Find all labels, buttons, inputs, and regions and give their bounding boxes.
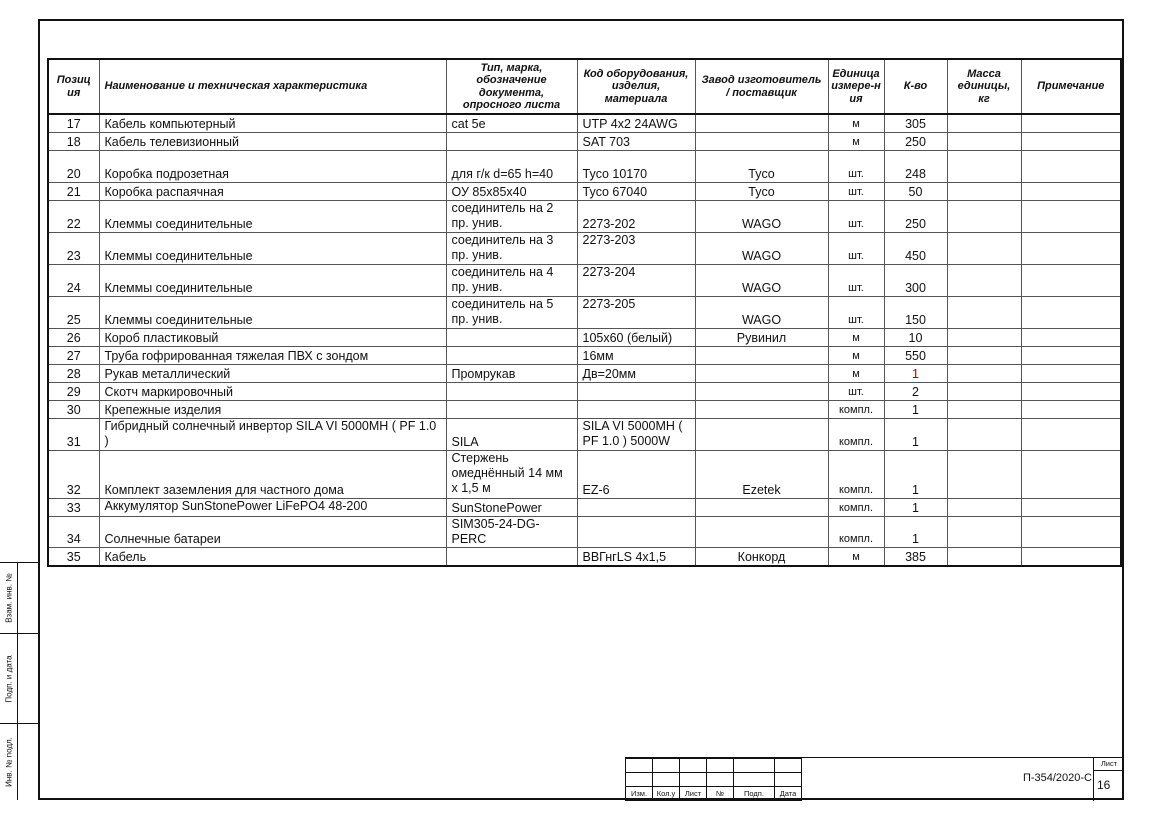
cell-type: SILA: [446, 419, 577, 451]
cell-note: [1021, 133, 1121, 151]
cell-pos: 24: [48, 265, 99, 297]
cell-unit: шт.: [828, 201, 884, 233]
cell-pos: 33: [48, 499, 99, 517]
cell-type: SIM305-24-DG-PERC: [446, 517, 577, 548]
cell-code: 2273-204: [577, 265, 695, 297]
cell-maker: WAGO: [695, 233, 828, 265]
cell-qty: 1: [884, 419, 947, 451]
cell-type: ОУ 85х85х40: [446, 183, 577, 201]
table-row: [48, 265, 1121, 297]
cell-unit: компл.: [828, 401, 884, 419]
cell-code: [577, 517, 695, 548]
cell-qty: 50: [884, 183, 947, 201]
cell-pos: 22: [48, 201, 99, 233]
cell-note: [1021, 383, 1121, 401]
cell-name: Клеммы соединительные: [99, 201, 446, 233]
cell-code: Tyco 67040: [577, 183, 695, 201]
cell-mass: [947, 151, 1021, 183]
cell-maker: [695, 401, 828, 419]
cell-mass: [947, 347, 1021, 365]
cell-maker: Tyco: [695, 183, 828, 201]
cell-note: [1021, 419, 1121, 451]
cell-qty: 450: [884, 233, 947, 265]
table-row: [48, 548, 1121, 567]
cell-qty: 1: [884, 451, 947, 499]
table-row: [48, 133, 1121, 151]
cell-name: Аккумулятор SunStonePower LiFePO4 48-200: [99, 499, 446, 517]
cell-mass: [947, 265, 1021, 297]
cell-qty: 10: [884, 329, 947, 347]
col-header-code: Код оборудования, изделия, материала: [577, 59, 695, 114]
cell-unit: компл.: [828, 451, 884, 499]
title-block: [625, 757, 1124, 801]
cell-pos: 30: [48, 401, 99, 419]
cell-note: [1021, 329, 1121, 347]
cell-type: соединитель на 4 пр. унив.: [446, 265, 577, 297]
cell-mass: [947, 133, 1021, 151]
cell-mass: [947, 114, 1021, 133]
cell-qty: 1: [884, 365, 947, 383]
cell-mass: [947, 201, 1021, 233]
cell-mass: [947, 499, 1021, 517]
table-row: [48, 151, 1121, 183]
cell-mass: [947, 183, 1021, 201]
cell-code: SILA VI 5000MH ( PF 1.0 ) 5000W: [577, 419, 695, 451]
table-row: [48, 517, 1121, 548]
cell-pos: 17: [48, 114, 99, 133]
cell-code: [577, 499, 695, 517]
cell-note: [1021, 151, 1121, 183]
col-header-unit: Единица измере-ния: [828, 59, 884, 114]
sheet-box: [1093, 758, 1124, 801]
cell-note: [1021, 183, 1121, 201]
cell-mass: [947, 401, 1021, 419]
cell-type: [446, 347, 577, 365]
table-row: [48, 233, 1121, 265]
cell-maker: WAGO: [695, 201, 828, 233]
cell-qty: 1: [884, 517, 947, 548]
document-code: П-354/2020-С: [1022, 772, 1092, 784]
stamp-inv-swap: [0, 562, 38, 633]
cell-type: [446, 133, 577, 151]
cell-maker: Конкорд: [695, 548, 828, 567]
cell-unit: шт.: [828, 183, 884, 201]
cell-unit: м: [828, 133, 884, 151]
cell-unit: компл.: [828, 419, 884, 451]
cell-mass: [947, 383, 1021, 401]
cell-name: Короб пластиковый: [99, 329, 446, 347]
cell-code: SAT 703: [577, 133, 695, 151]
cell-mass: [947, 233, 1021, 265]
cell-type: [446, 383, 577, 401]
cell-code: Tyco 10170: [577, 151, 695, 183]
cell-code: EZ-6: [577, 451, 695, 499]
table-row: [48, 419, 1121, 451]
table-row: [48, 183, 1121, 201]
cell-unit: шт.: [828, 383, 884, 401]
title-col-num: №: [707, 787, 734, 801]
cell-code: [577, 383, 695, 401]
table-row: [48, 499, 1121, 517]
cell-mass: [947, 419, 1021, 451]
col-header-note: Примечание: [1021, 59, 1121, 114]
cell-pos: 28: [48, 365, 99, 383]
cell-type: [446, 401, 577, 419]
cell-type: [446, 329, 577, 347]
cell-note: [1021, 548, 1121, 567]
title-col-date: Дата: [775, 787, 802, 801]
stamp-sign-date-label: Подп. и дата: [4, 654, 13, 703]
col-header-qty: К-во: [884, 59, 947, 114]
cell-maker: Рувинил: [695, 329, 828, 347]
cell-name: Гибридный солнечный инвертор SILA VI 5000MH ( PF 1.0 ): [99, 419, 446, 451]
sheet-number: 16: [1097, 778, 1111, 792]
cell-mass: [947, 297, 1021, 329]
cell-type: SunStonePower: [446, 499, 577, 517]
cell-qty: 1: [884, 401, 947, 419]
cell-qty: 385: [884, 548, 947, 567]
title-col-kolu: Кол.у: [653, 787, 680, 801]
cell-name: Комплект заземления для частного дома: [99, 451, 446, 499]
cell-type: Промрукав: [446, 365, 577, 383]
cell-type: Стержень омеднённый 14 мм х 1,5 м: [446, 451, 577, 499]
cell-unit: компл.: [828, 499, 884, 517]
table-header: [48, 59, 1121, 114]
table-row: [48, 451, 1121, 499]
cell-code: [577, 401, 695, 419]
cell-note: [1021, 365, 1121, 383]
cell-code: Дв=20мм: [577, 365, 695, 383]
cell-type: соединитель на 2 пр. унив.: [446, 201, 577, 233]
specification-table: [47, 58, 1122, 567]
cell-type: cat 5e: [446, 114, 577, 133]
cell-unit: шт.: [828, 233, 884, 265]
cell-code: 105х60 (белый): [577, 329, 695, 347]
cell-note: [1021, 114, 1121, 133]
cell-unit: шт.: [828, 297, 884, 329]
table-row: [48, 201, 1121, 233]
table-row: [48, 383, 1121, 401]
cell-pos: 35: [48, 548, 99, 567]
cell-maker: [695, 133, 828, 151]
cell-maker: Tyco: [695, 151, 828, 183]
cell-note: [1021, 499, 1121, 517]
cell-maker: [695, 347, 828, 365]
cell-mass: [947, 517, 1021, 548]
cell-maker: [695, 365, 828, 383]
cell-name: Кабель компьютерный: [99, 114, 446, 133]
sheet-label: Лист: [1094, 758, 1124, 771]
cell-maker: [695, 114, 828, 133]
cell-code: ВВГнгLS 4х1,5: [577, 548, 695, 567]
cell-type: для г/к d=65 h=40: [446, 151, 577, 183]
cell-note: [1021, 517, 1121, 548]
cell-pos: 25: [48, 297, 99, 329]
cell-maker: WAGO: [695, 297, 828, 329]
cell-name: Коробка распаячная: [99, 183, 446, 201]
cell-unit: м: [828, 114, 884, 133]
cell-qty: 550: [884, 347, 947, 365]
cell-note: [1021, 233, 1121, 265]
cell-maker: WAGO: [695, 265, 828, 297]
cell-code: 2273-202: [577, 201, 695, 233]
cell-pos: 26: [48, 329, 99, 347]
cell-qty: 2: [884, 383, 947, 401]
cell-maker: [695, 383, 828, 401]
col-header-pos: Позиция: [48, 59, 99, 114]
cell-pos: 27: [48, 347, 99, 365]
cell-note: [1021, 297, 1121, 329]
cell-name: Коробка подрозетная: [99, 151, 446, 183]
cell-type: соединитель на 5 пр. унив.: [446, 297, 577, 329]
cell-unit: м: [828, 329, 884, 347]
stamp-sign-date: [0, 633, 38, 723]
col-header-mass: Масса единицы, кг: [947, 59, 1021, 114]
cell-maker: [695, 499, 828, 517]
cell-mass: [947, 329, 1021, 347]
cell-mass: [947, 365, 1021, 383]
cell-pos: 23: [48, 233, 99, 265]
cell-name: Рукав металлический: [99, 365, 446, 383]
cell-qty: 250: [884, 133, 947, 151]
cell-unit: компл.: [828, 517, 884, 548]
cell-pos: 34: [48, 517, 99, 548]
cell-maker: [695, 517, 828, 548]
col-header-maker: Завод изготовитель / поставщик: [695, 59, 828, 114]
cell-pos: 32: [48, 451, 99, 499]
cell-unit: шт.: [828, 265, 884, 297]
cell-note: [1021, 201, 1121, 233]
cell-pos: 29: [48, 383, 99, 401]
cell-note: [1021, 347, 1121, 365]
cell-type: [446, 548, 577, 567]
cell-qty: 250: [884, 201, 947, 233]
col-header-name: Наименование и техническая характеристика: [99, 59, 446, 114]
cell-name: Труба гофрированная тяжелая ПВХ с зондом: [99, 347, 446, 365]
cell-name: Кабель: [99, 548, 446, 567]
cell-maker: Ezetek: [695, 451, 828, 499]
cell-name: Кабель телевизионный: [99, 133, 446, 151]
cell-type: соединитель на 3 пр. унив.: [446, 233, 577, 265]
cell-qty: 1: [884, 499, 947, 517]
cell-qty: 248: [884, 151, 947, 183]
cell-pos: 31: [48, 419, 99, 451]
title-col-list: Лист: [680, 787, 707, 801]
stamp-inv-orig-label: Инв. № подл.: [4, 737, 13, 787]
table-row: [48, 347, 1121, 365]
cell-pos: 18: [48, 133, 99, 151]
cell-mass: [947, 451, 1021, 499]
cell-qty: 150: [884, 297, 947, 329]
cell-maker: [695, 419, 828, 451]
cell-qty: 305: [884, 114, 947, 133]
col-header-type: Тип, марка, обозначение документа, опросного листа: [446, 59, 577, 114]
table-row: [48, 365, 1121, 383]
title-col-sign: Подп.: [734, 787, 775, 801]
cell-unit: м: [828, 347, 884, 365]
table-row: [48, 401, 1121, 419]
cell-code: 2273-203: [577, 233, 695, 265]
cell-code: UTP 4x2 24AWG: [577, 114, 695, 133]
cell-code: 2273-205: [577, 297, 695, 329]
cell-mass: [947, 548, 1021, 567]
stamp-inv-orig: [0, 723, 38, 800]
cell-code: 16мм: [577, 347, 695, 365]
cell-name: Крепежные изделия: [99, 401, 446, 419]
cell-name: Скотч маркировочный: [99, 383, 446, 401]
cell-note: [1021, 265, 1121, 297]
cell-name: Клеммы соединительные: [99, 233, 446, 265]
table-row: [48, 297, 1121, 329]
cell-unit: шт.: [828, 151, 884, 183]
cell-note: [1021, 451, 1121, 499]
cell-note: [1021, 401, 1121, 419]
table-row: [48, 114, 1121, 133]
stamp-inv-swap-label: Взам. инв. №: [4, 573, 13, 623]
cell-pos: 20: [48, 151, 99, 183]
table-row: [48, 329, 1121, 347]
cell-name: Солнечные батареи: [99, 517, 446, 548]
cell-pos: 21: [48, 183, 99, 201]
title-col-izm: Изм.: [626, 787, 653, 801]
cell-unit: м: [828, 548, 884, 567]
cell-name: Клеммы соединительные: [99, 265, 446, 297]
cell-qty: 300: [884, 265, 947, 297]
cell-unit: м: [828, 365, 884, 383]
cell-name: Клеммы соединительные: [99, 297, 446, 329]
